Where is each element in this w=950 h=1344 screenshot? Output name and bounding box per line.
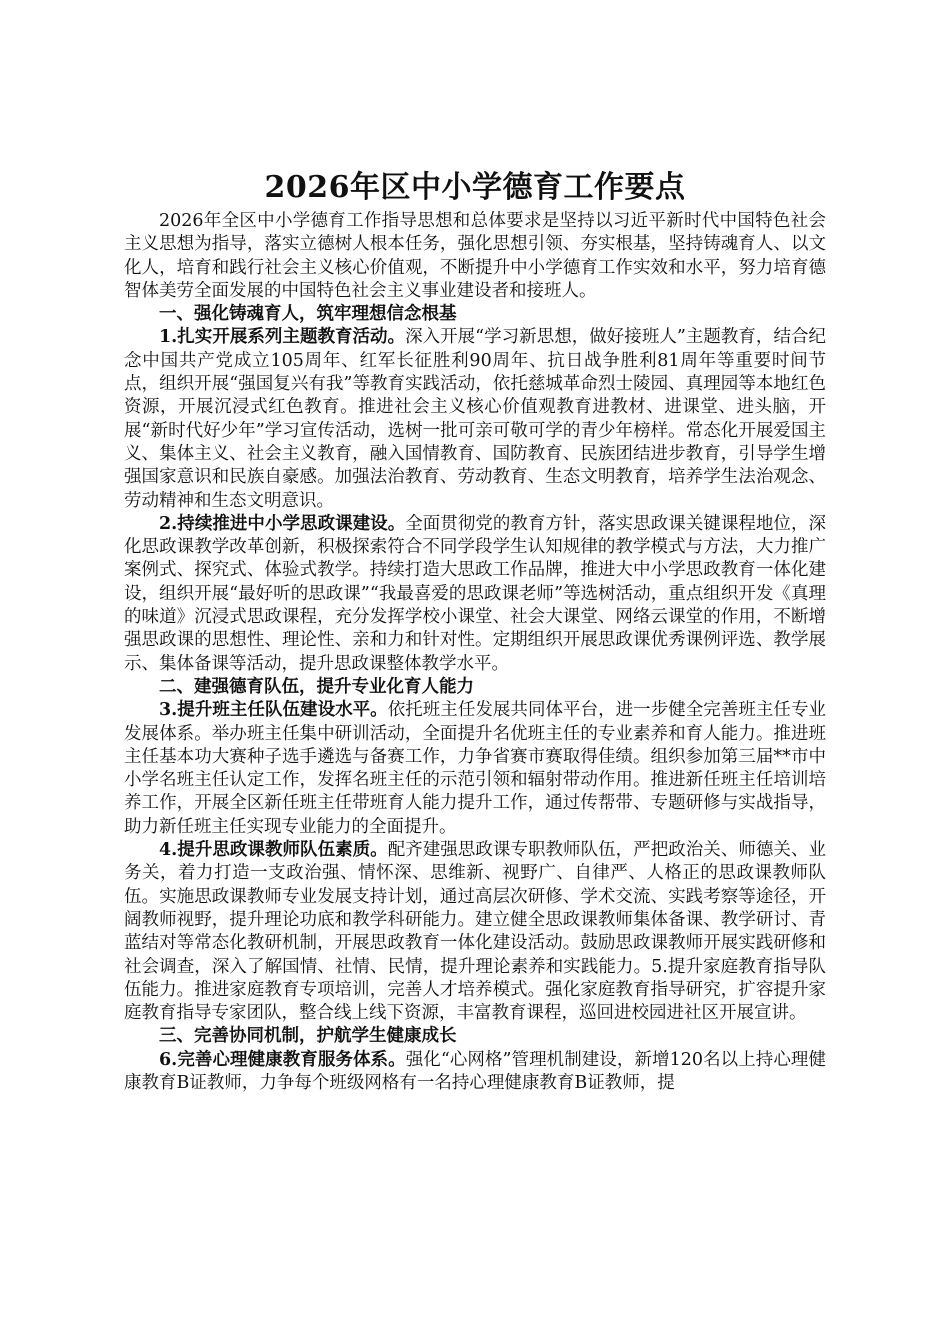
item-4-lead: 4.提升思政课教师队伍素质。 bbox=[159, 840, 388, 861]
section-2-heading: 二、建强德育队伍，提升专业化育人能力 bbox=[159, 676, 474, 697]
item-6-paragraph bbox=[124, 1049, 826, 1096]
section-1-heading: 一、强化铸魂育人，筑牢理想信念根基 bbox=[159, 304, 457, 325]
document-title: 2026年区中小学德育工作要点 bbox=[264, 170, 686, 205]
item-1-text: 深入开展“学习新思想，做好接班人”主题教育，结合纪念中国共产党成立105周年、红军长征胜利90周年、抗日战争胜利81周年等重要时间节点，组织开展“强国复兴有我”等教育实践活动，依托慈城革命烈士陵园、真理园等本地红色资源，开展沉浸式红色教育。推进社会主义核心价值观教育进教材、进课堂、进头脑，开展“新时代好少年”学习宣传活动，选树一批可亲可敬可学的青少年榜样。常态化开展爱国主义、集体主义、社会主义教育，融入国情教育、国防教育、民族团结进步教育，引导学生增强国家意识和民族自豪感。加强法治教育、劳动教育、生态文明教育，培养学生法治观念、劳动精神和生态文明意识。 bbox=[124, 327, 826, 511]
document-page bbox=[124, 168, 826, 1095]
item-2-paragraph bbox=[124, 513, 826, 676]
item-3-lead: 3.提升班主任队伍建设水平。 bbox=[159, 700, 388, 721]
item-3-paragraph bbox=[124, 699, 826, 839]
item-2-text: 全面贯彻党的教育方针，落实思政课关键课程地位，深化思政课教学改革创新，积极探索符合不同学段学生认知规律的教学模式与方法，大力推广案例式、探究式、体验式教学。持续打造大思政工作品牌，推进大中小学思政教育一体化建设，组织开展“最好听的思政课”“我最喜爱的思政课老师”等选树活动，重点组织开发《真理的味道》沉浸式思政课程，充分发挥学校小课堂、社会大课堂、网络云课堂的作用，不断增强思政课的思想性、理论性、亲和力和针对性。定期组织开展思政课优秀课例评选、教学展示、集体备课等活动，提升思政课整体教学水平。 bbox=[124, 513, 826, 674]
item-2-lead: 2.持续推进中小学思政课建设。 bbox=[159, 513, 406, 534]
item-4-paragraph bbox=[124, 839, 826, 1025]
item-6-text: 强化“心网格”管理机制建设，新增120名以上持心理健康教育B证教师，力争每个班级网格有一名持心理健康教育B证教师，提 bbox=[124, 1049, 826, 1093]
intro-paragraph: 2026年全区中小学德育工作指导思想和总体要求是坚持以习近平新时代中国特色社会主义思想为指导，落实立德树人根本任务，强化思想引领、夯实根基，坚持铸魂育人、以文化人，培育和践行社会主义核心价值观，不断提升中小学德育工作实效和水平，努力培育德智体美劳全面发展的中国特色社会主义事业建设者和接班人。 bbox=[124, 211, 826, 301]
section-3-heading: 三、完善协同机制，护航学生健康成长 bbox=[159, 1026, 457, 1047]
item-1-lead: 1.扎实开展系列主题教育活动。 bbox=[159, 327, 406, 348]
item-1-paragraph bbox=[124, 326, 826, 512]
item-3-text: 依托班主任发展共同体平台，进一步健全完善班主任专业发展体系。举办班主任集中研训活动，全面提升名优班主任的专业素养和育人能力。推进班主任基本功大赛种子选手遴选与备赛工作，力争省赛市赛取得佳绩。组织参加第三届**市中小学名班主任认定工作，发挥名班主任的示范引领和辐射带动作用。推进新任班主任培训培养工作，开展全区新任班主任带班育人能力提升工作，通过传帮带、专题研修与实战指导，助力新任班主任实现专业能力的全面提升。 bbox=[124, 700, 826, 837]
item-4-text: 配齐建强思政课专职教师队伍，严把政治关、师德关、业务关，着力打造一支政治强、情怀深、思维新、视野广、自律严、人格正的思政课教师队伍。实施思政课教师专业发展支持计划，通过高层次研修、学术交流、实践考察等途径，开阔教师视野，提升理论功底和教学科研能力。建立健全思政课教师集体备课、教学研讨、青蓝结对等常态化教研机制，开展思政教育一体化建设活动。鼓励思政课教师开展实践研修和社会调查，深入了解国情、社情、民情，提升理论素养和实践能力。5.提升家庭教育指导队伍能力。推进家庭教育专项培训，完善人才培养模式。强化家庭教育指导研究，扩容提升家庭教育指导专家团队，整合线上线下资源，丰富教育课程，巡回进校园进社区开展宣讲。 bbox=[124, 840, 826, 1024]
item-6-lead: 6.完善心理健康教育服务体系。 bbox=[159, 1049, 406, 1070]
